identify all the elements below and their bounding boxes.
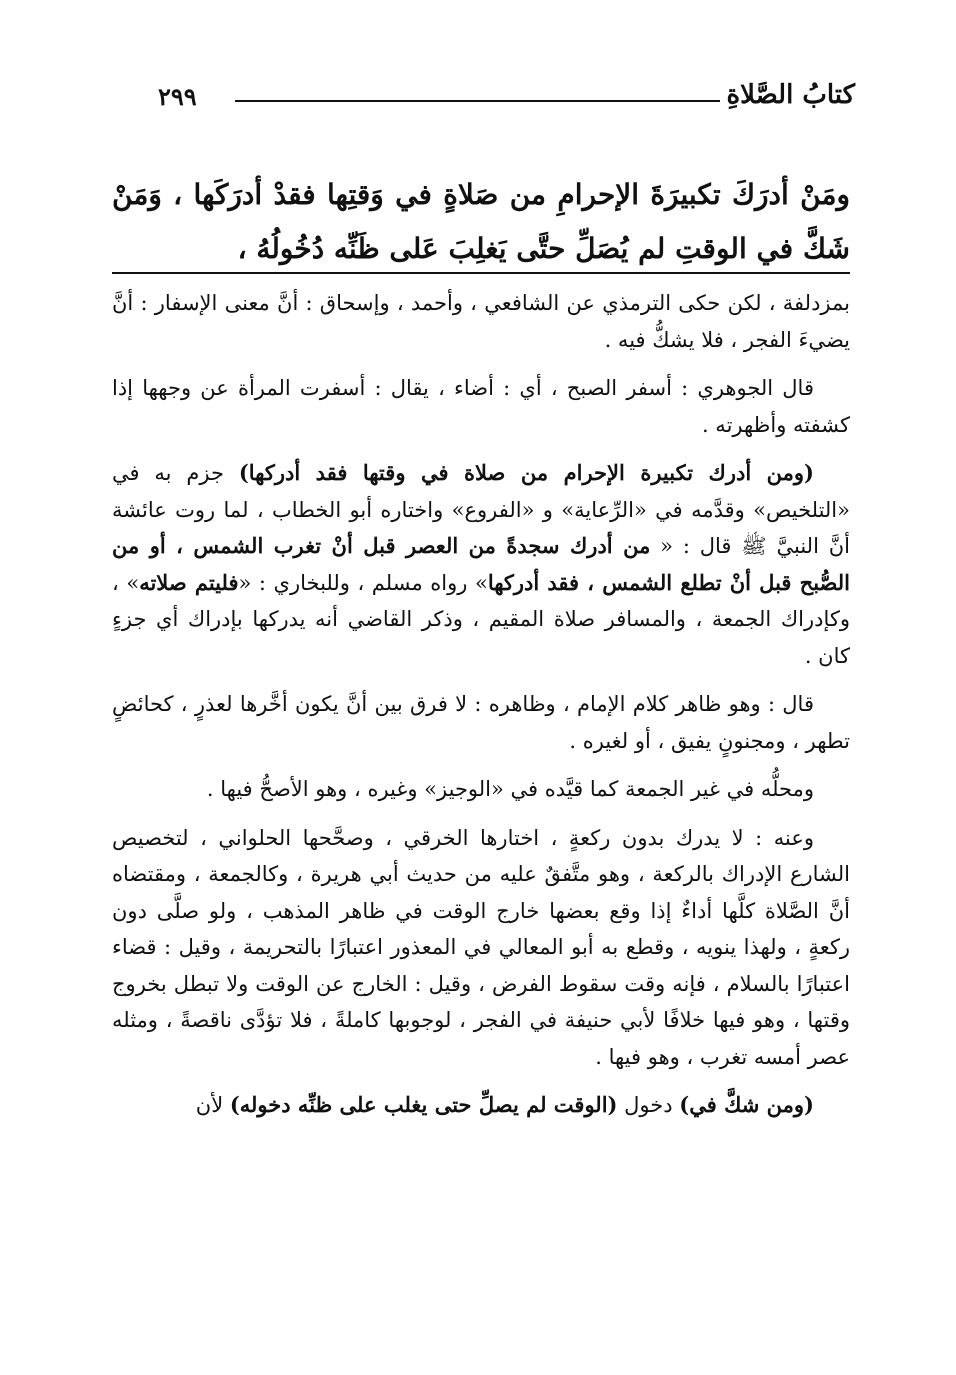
commentary-paragraph-6: وعنه : لا يدرك بدون ركعةٍ ، اختارها الخرقي ، وصحَّحها الحلواني ، لتخصيص الشارع الإدراك بالركعة ، وهو متَّفقٌ عليه من حديث أبي هريرة ، وكالجمعة ، ومقتضاه أنَّ الصَّلاة كلَّها أداءٌ إذا وقع بعضها خارج الوقت في ظاهر المذهب ، ولو صلَّى دون ركعةٍ ، ولهذا ينويه ، وقطع به أبو المعالي في المعذور اعتبارًا بالتحريمة ، وقيل : قضاء اعتبارًا بالسلام ، فإنه وقت سقوط الفرض ، وقيل : الخارج عن الوقت ولا تبطل بخروج وقتها ، وهو فيها خلافًا لأبي حنيفة في الفجر ، لوجوبها كاملةً ، فلا تؤدَّى ناقصةً ، ومثله عصر أمسه تغرب ، وهو فيها . <box>112 825 850 1069</box>
hadith-quote: من أدرك سجدةً من العصر قبل أنْ تغرب الشمس ، أو من الصُّبح قبل أنْ تطلع الشمس ، فقد أدركها <box>112 533 850 595</box>
header-rule <box>235 100 720 102</box>
commentary-paragraph-4: قال : وهو ظاهر كلام الإمام ، وظاهره : لا فرق بين أنَّ يكون أخَّرها لعذرٍ ، كحائضٍ تطهر ، ومجنونٍ يفيق ، أو لغيره . <box>112 692 850 753</box>
matn-quote: (ومن أدرك تكبيرة الإحرام من صلاة في وقتها فقد أدركها) <box>238 460 814 485</box>
page-header <box>150 82 855 122</box>
matn-quote: (ومن شكَّ في) <box>679 1092 814 1117</box>
commentary-paragraph-2: قال الجوهري : أسفر الصبح ، أي : أضاء ، يقال : أسفرت المرأة عن وجهها إذا كشفته وأظهرته . <box>112 376 850 437</box>
commentary-text: » رواه مسلم ، وللبخاري : « <box>238 570 488 595</box>
commentary <box>112 285 850 1136</box>
commentary-paragraph-1: بمزدلفة ، لكن حكى الترمذي عن الشافعي ، وأحمد ، وإسحاق : أنَّ معنى الإسفار : أنَّ يضيءَ الفجر ، فلا يشكُّ فيه . <box>112 291 850 352</box>
hadith-quote: فليتم صلاته <box>139 569 239 595</box>
matn-separator <box>112 272 850 274</box>
commentary-paragraph-3 <box>112 455 850 674</box>
commentary-text: لأن <box>195 1093 230 1117</box>
page-number: ٢٩٩ <box>158 82 197 111</box>
chapter-title: كتابُ الصَّلاةِ <box>726 80 855 110</box>
commentary-text: جزم به في «التلخيص» وقدَّمه في «الرِّعاية» و «الفروع» واختاره أبو الخطاب ، لما روت عائشة أنَّ النبيَّ ﷺ قال : « <box>112 461 850 558</box>
matn-text: ومَنْ أدرَكَ تكبيرَةَ الإحرامِ من صَلاةٍ في وَقتِها فقدْ أدرَكَها ، وَمَنْ شَكَّ في الوقتِ لم يُصَلِّ حتَّى يَغلِبَ عَلى ظَنِّه دُخُولُهُ ، <box>112 178 850 265</box>
commentary-paragraph-5: ومحلُّه في غير الجمعة كما قيَّده في «الوجيز» وغيره ، وهو الأصحُّ فيها . <box>206 777 814 801</box>
commentary-text: دخول <box>617 1093 680 1117</box>
commentary-text: » ، وكإدراك الجمعة ، والمسافر صلاة المقيم ، وذكر القاضي أنه يدركها بإدراك أي جزءٍ كان . <box>112 570 850 668</box>
matn-quote: (الوقت لم يصلِّ حتى يغلب على ظنِّه دخوله) <box>229 1092 618 1117</box>
commentary-paragraph-7 <box>112 1087 850 1124</box>
